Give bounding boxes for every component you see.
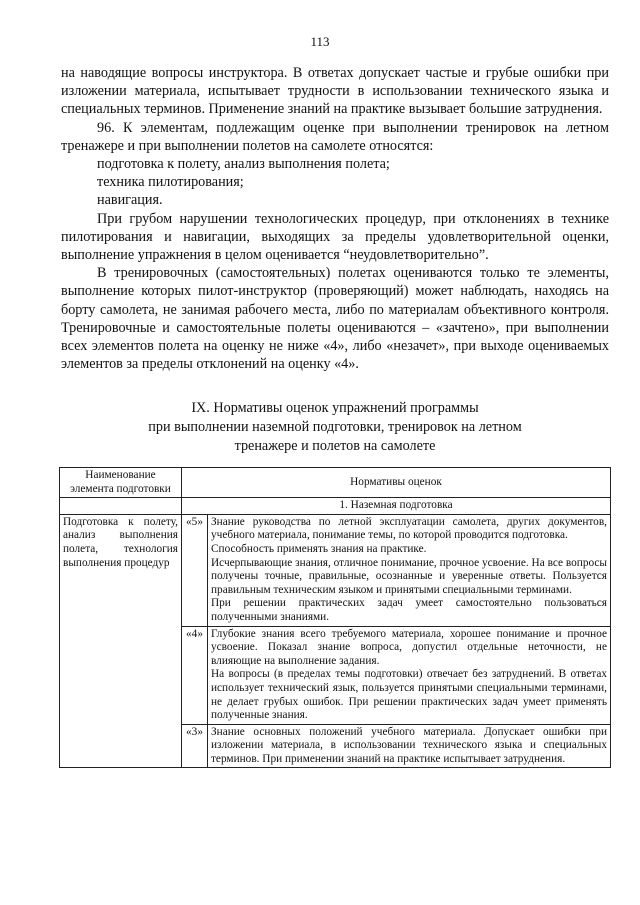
paragraph-violations: При грубом нарушении технологических процедур, при отклонениях в технике пилотирования и навигации, выходящих за пределы удовлетворительной оценки, выполнение упражнения в целом оценивается “неудовлетворительно”. bbox=[61, 210, 609, 264]
criteria-cell bbox=[208, 514, 611, 626]
section-heading-line: при выполнении наземной подготовки, тренировок на летном bbox=[148, 419, 522, 435]
section-heading-line: тренажере и полетов на самолете bbox=[234, 438, 436, 454]
criteria-text: При решении практических задач умеет самостоятельно пользоваться полученными знаниями. bbox=[211, 597, 607, 623]
paragraph-96: 96. К элементам, подлежащим оценке при выполнении тренировок на летном тренажере и при выполнении полетов на самолете относятся: bbox=[61, 119, 609, 154]
norms-table bbox=[59, 467, 611, 768]
header-element-cell: Наименование элемента подготовки bbox=[60, 468, 182, 498]
criteria-text: На вопросы (в пределах темы подготовки) отвечает без затруднений. В ответах использует технический язык, пользуется принятыми специальными терминами, не делает грубых ошибок. При решении практических задач умеет применять полученные знания. bbox=[211, 668, 607, 722]
paragraph-continuation: на наводящие вопросы инструктора. В ответах допускает частые и грубые ошибки при изложении материала, испытывает трудности в использовании технического языка и специальных терминов. Применение знаний на практике вызывает большие затруднения. bbox=[61, 65, 609, 118]
page-number: 113 bbox=[310, 34, 330, 49]
subsection-cell: 1. Наземная подготовка bbox=[182, 498, 611, 515]
table-subsection-row bbox=[60, 498, 611, 515]
list-item: навигация. bbox=[97, 192, 163, 209]
criteria-text: Знание основных положений учебного материала. Допускает ошибки при изложении материала, в использовании технического языка и специальных терминов. При применении знаний на практике испытывает затруднения. bbox=[211, 725, 607, 765]
criteria-text: Глубокие знания всего требуемого материала, хорошее понимание и прочное усвоение. Показал знание вопроса, допустил отдельные неточности, не влияющие на выполнение задания. bbox=[211, 627, 607, 667]
header-norms-cell: Нормативы оценок bbox=[182, 468, 611, 498]
table-row bbox=[60, 514, 611, 626]
grade-cell: «3» bbox=[182, 724, 208, 768]
element-name-cell: Подготовка к полету, анализ выполнения полета, технология выполнения процедур bbox=[60, 514, 182, 768]
list-item: техника пилотирования; bbox=[97, 174, 244, 191]
paragraph-training-flights: В тренировочных (самостоятельных) полетах оцениваются только те элементы, выполнение которых пилот-инструктор (проверяющий) может наблюдать, находясь на борту самолета, не занимая рабочего места, либо по материалам объективного контроля. Тренировочные и самостоятельные полеты оцениваются – «зачтено», при выполнении всех элементов полета на оценку не ниже «4», либо «незачет», при выходе оцениваемых элементов за пределы отклонений на оценку «4». bbox=[61, 265, 609, 373]
criteria-text: Знание руководства по летной эксплуатации самолета, других документов, учебного материала, понимание темы, по которой проводится подготовка. bbox=[211, 515, 607, 542]
grade-cell: «4» bbox=[182, 626, 208, 724]
table-header-row bbox=[60, 468, 611, 498]
criteria-text: Способность применять знания на практике. bbox=[211, 542, 427, 555]
criteria-cell bbox=[208, 626, 611, 724]
section-heading bbox=[61, 399, 609, 456]
section-heading-line: IX. Нормативы оценок упражнений программы bbox=[191, 400, 479, 416]
criteria-text: Исчерпывающие знания, отличное понимание, прочное усвоение. На все вопросы получены точные, правильные, осознанные и уверенные ответы. Пользуется правильным техническим языком и принятыми специальными терминами. bbox=[211, 556, 607, 596]
grade-cell: «5» bbox=[182, 514, 208, 626]
list-item: подготовка к полету, анализ выполнения полета; bbox=[97, 156, 390, 173]
criteria-cell bbox=[208, 724, 611, 768]
body-text bbox=[61, 64, 609, 373]
empty-cell bbox=[60, 498, 182, 515]
